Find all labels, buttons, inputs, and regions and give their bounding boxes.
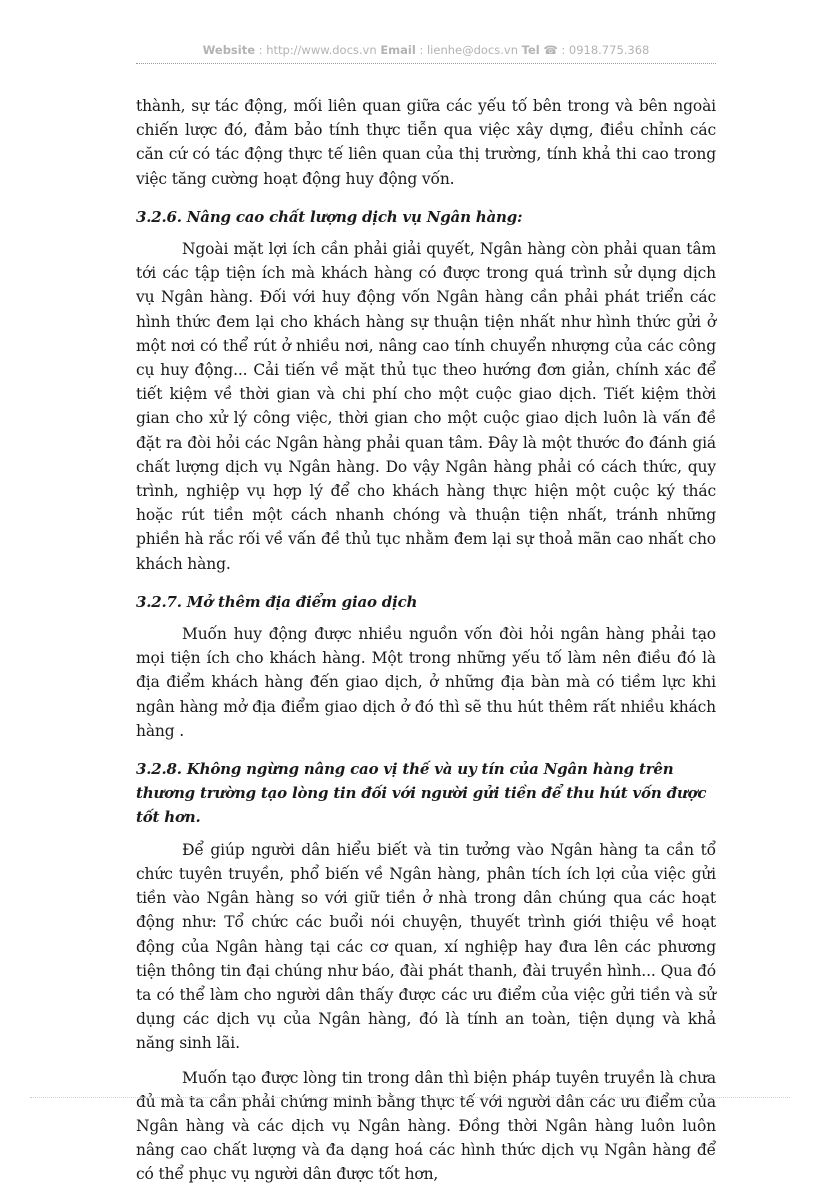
- heading-3-2-8: 3.2.8. Không ngừng nâng cao vị thế và uy tín của Ngân hàng trên thương trường tạo lòng tin đối với người gửi tiền để thu hút vốn được tốt hơn.: [136, 760, 707, 827]
- email-value: : lienhe@docs.vn: [415, 43, 522, 57]
- heading-3-2-6: 3.2.6. Nâng cao chất lượng dịch vụ Ngân hàng:: [136, 207, 523, 226]
- paragraph-3-2-8-b: Muốn tạo được lòng tin trong dân thì biện pháp tuyên truyền là chưa đủ mà ta cần phải chứng minh bằng thực tế với người dân các ưu điểm của Ngân hàng và các dịch vụ Ngân hàng. Đồng thời Ngân hàng luôn luôn nâng cao chất lượng và đa dạng hoá các hình thức dịch vụ Ngân hàng để có thể phục vụ người dân được tốt hơn,: [136, 1068, 716, 1184]
- paragraph-intro: thành, sự tác động, mối liên quan giữa các yếu tố bên trong và bên ngoài chiến lược đó, đảm bảo tính thực tiễn qua việc xây dựng, điều chỉnh các căn cứ có tác động thực tế liên quan của thị trường, tính khả thi cao trong việc tăng cường hoạt động huy động vốn.: [136, 97, 716, 188]
- page-header: [136, 41, 716, 64]
- website-label: Website: [202, 43, 256, 57]
- email-label: Email: [380, 43, 416, 57]
- paragraph-3-2-6: Ngoài mặt lợi ích cần phải giải quyết, Ngân hàng còn phải quan tâm tới các tập tiện ích mà khách hàng có được trong quá trình sử dụng dịch vụ Ngân hàng. Đối với huy động vốn Ngân hàng cần phải phát triển các hình thức đem lại cho khách hàng sự thuận tiện nhất như hình thức gửi ở một nơi có thể rút ở nhiều nơi, nâng cao tính chuyển nhượng của các công cụ huy động... Cải tiến về mặt thủ tục theo hướng đơn giản, chính xác để tiết kiệm về thời gian và chi phí cho một cuộc giao dịch. Tiết kiệm thời gian cho xử lý công việc, thời gian cho một cuộc giao dịch luôn là vấn đề đặt ra đòi hỏi các Ngân hàng phải quan tâm. Đây là một thước đo đánh giá chất lượng dịch vụ Ngân hàng. Do vậy Ngân hàng phải có cách thức, quy trình, nghiệp vụ hợp lý để cho khách hàng thực hiện một cuộc ký thác hoặc rút tiền một cách nhanh chóng và thuận tiện nhất, tránh những phiền hà rắc rối về vấn đề thủ tục nhằm đem lại sự thoả mãn cao nhất cho khách hàng.: [136, 240, 716, 573]
- document-body: [136, 94, 716, 1187]
- paragraph-3-2-8-a: Để giúp người dân hiểu biết và tin tưởng vào Ngân hàng ta cần tổ chức tuyên truyền, phổ biến về Ngân hàng, phân tích ích lợi của việc gửi tiền vào Ngân hàng so với giữ tiền ở nhà trong dân chúng qua các hoạt động như: Tổ chức các buổi nói chuyện, thuyết trình giới thiệu về hoạt động của Ngân hàng tại các cơ quan, xí nghiệp hay đưa lên các phương tiện thông tin đại chúng như báo, đài phát thanh, đài truyền hình... Qua đó ta có thể làm cho người dân thấy được các ưu điểm của việc gửi tiền và sử dụng các dịch vụ của Ngân hàng, đó là tính an toàn, tiện dụng và khả năng sinh lãi.: [136, 840, 716, 1053]
- footer-divider: [30, 1097, 790, 1098]
- paragraph-3-2-7: Muốn huy động được nhiều nguồn vốn đòi hỏi ngân hàng phải tạo mọi tiện ích cho khách hàng. Một trong những yếu tố làm nên điều đó là địa điểm khách hàng đến giao dịch, ở những địa bàn mà có tiềm lực khi ngân hàng mở địa điểm giao dịch ở đó thì sẽ thu hút thêm rất nhiều khách hàng .: [136, 625, 716, 740]
- website-value: : http://www.docs.vn: [255, 43, 381, 57]
- tel-value: ☎ : 0918.775.368: [539, 43, 650, 57]
- tel-label: Tel: [521, 43, 540, 57]
- heading-3-2-7: 3.2.7. Mở thêm địa điểm giao dịch: [136, 592, 418, 611]
